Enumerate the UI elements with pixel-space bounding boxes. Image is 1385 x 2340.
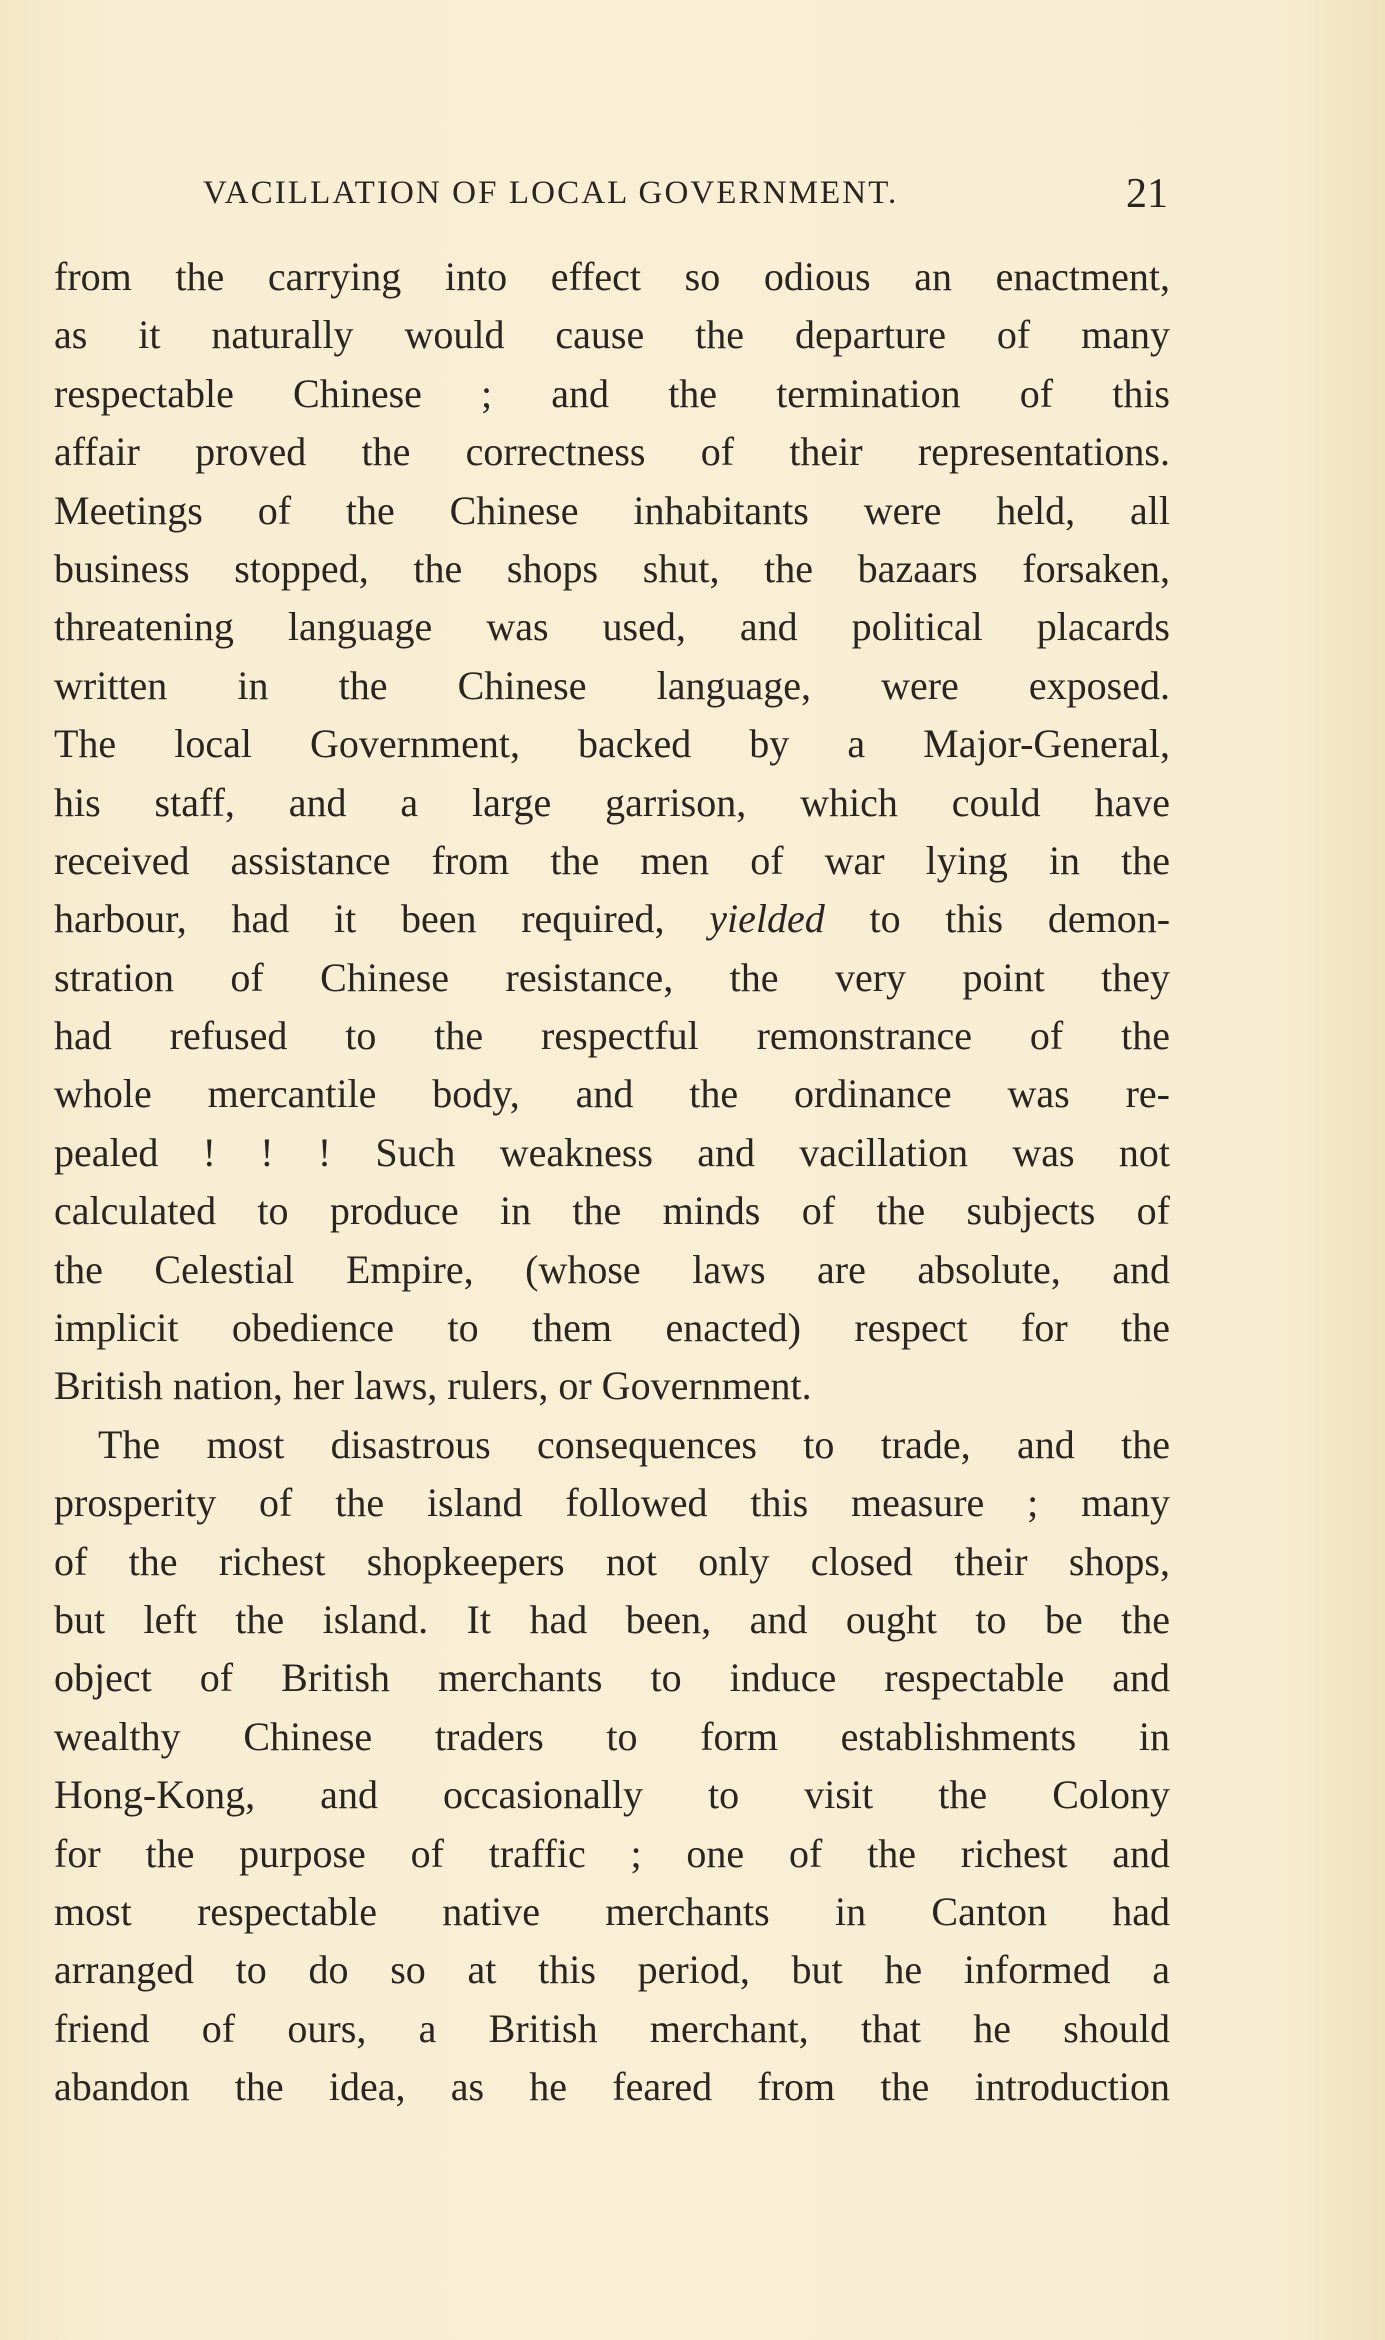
text-line: as it naturally would cause the departure of many <box>54 312 1170 358</box>
running-title: VACILLATION OF LOCAL GOVERNMENT. <box>203 175 899 211</box>
text-line: implicit obedience to them enacted) respect for the <box>54 1305 1170 1351</box>
text-line: from the carrying into effect so odious an enactment, <box>54 254 1170 299</box>
paragraph-start-line: The most disastrous consequences to trade, and the <box>98 1421 1170 1467</box>
text-line: Meetings of the Chinese inhabitants were held, all <box>54 487 1170 533</box>
text-line: pealed ! ! ! Such weakness and vacillation was not <box>54 1129 1170 1175</box>
text-line: whole mercantile body, and the ordinance was re- <box>54 1071 1170 1117</box>
text-line: received assistance from the men of war lying in the <box>54 837 1170 883</box>
text-line: wealthy Chinese traders to form establishments in <box>54 1713 1170 1759</box>
text-line: friend of ours, a British merchant, that he should <box>54 2005 1170 2051</box>
text-line: abandon the idea, as he feared from the introduction <box>54 2064 1170 2110</box>
line-end: to this demon- <box>869 896 1171 942</box>
running-head <box>193 170 1168 230</box>
text-line: threatening language was used, and political placards <box>54 604 1170 650</box>
text-line: affair proved the correctness of their representations. <box>54 429 1170 475</box>
text-line: of the richest shopkeepers not only closed their shops, <box>54 1538 1170 1584</box>
text-line: for the purpose of traffic ; one of the richest and <box>54 1830 1170 1876</box>
text-line: stration of Chinese resistance, the very point they <box>54 954 1170 1000</box>
body-text <box>54 248 1170 2117</box>
text-line: The local Government, backed by a Major-General, <box>54 721 1170 767</box>
text-line: his staff, and a large garrison, which could have <box>54 779 1170 825</box>
line-start: harbour, had it been required, <box>54 896 665 942</box>
text-line: prosperity of the island followed this measure ; many <box>54 1480 1170 1526</box>
text-line: arranged to do so at this period, but he informed a <box>54 1947 1170 1993</box>
text-line: had refused to the respectful remonstrance of the <box>54 1013 1170 1059</box>
page-number: 21 <box>1126 171 1168 217</box>
text-line: written in the Chinese language, were exposed. <box>54 662 1170 708</box>
text-line: calculated to produce in the minds of the subjects of <box>54 1188 1170 1234</box>
text-line: the Celestial Empire, (whose laws are absolute, and <box>54 1246 1170 1292</box>
text-line: respectable Chinese ; and the termination of this <box>54 370 1170 416</box>
text-line: object of British merchants to induce respectable and <box>54 1655 1170 1701</box>
text-line: most respectable native merchants in Canton had <box>54 1888 1170 1934</box>
emphasized-word: yielded <box>709 896 825 942</box>
text-line: but left the island. It had been, and ought to be the <box>54 1596 1170 1642</box>
text-line: business stopped, the shops shut, the bazaars forsaken, <box>54 545 1170 591</box>
text-line: Hong-Kong, and occasionally to visit the Colony <box>54 1772 1170 1818</box>
text-line-with-emphasis <box>54 890 1170 948</box>
paragraph-end-line: British nation, her laws, rulers, or Government. <box>54 1363 812 1409</box>
